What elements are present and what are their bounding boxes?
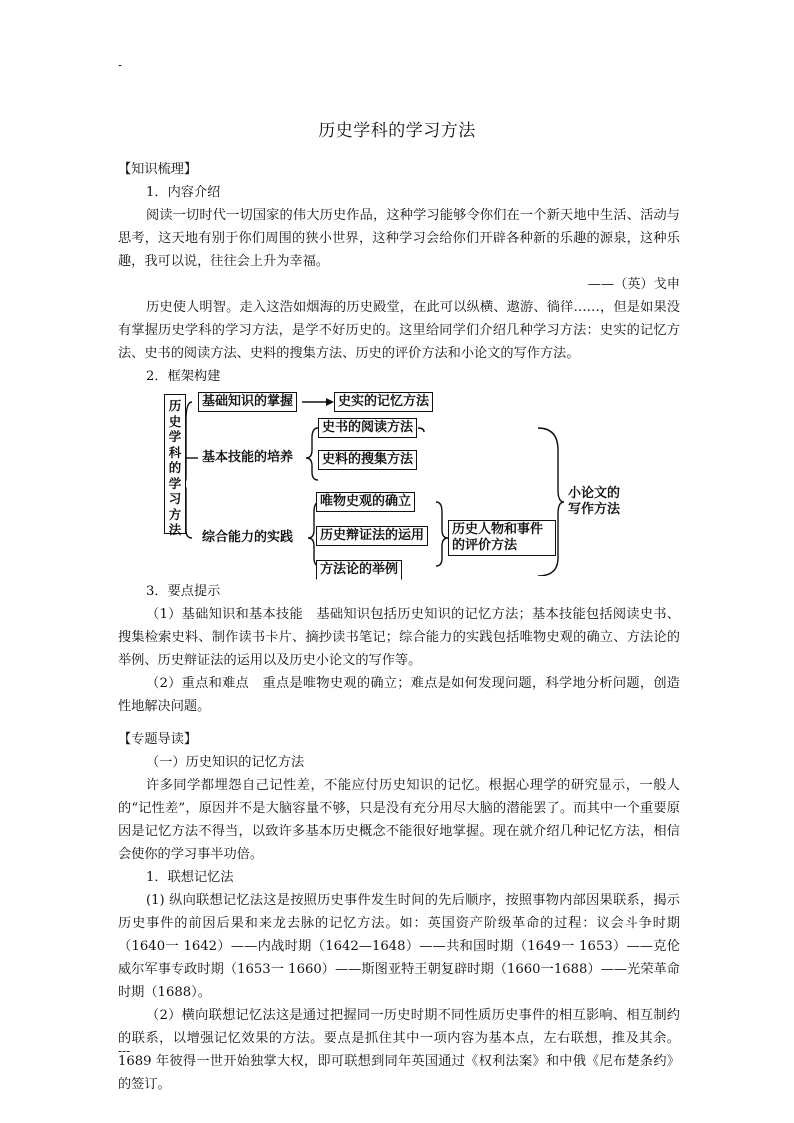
section-heading-guide: 【专题导读】 [118, 732, 198, 747]
section-heading-knowledge: 【知识梳理】 [118, 162, 198, 177]
subheading-intro: 1．内容介绍 [146, 185, 221, 200]
diagram-basic-knowledge: 基础知识的掌握 [198, 392, 297, 412]
subheading-memory-methods: （一）历史知识的记忆方法 [146, 755, 305, 770]
paragraph-horizontal-association: （2）横向联想记忆法这是通过把握同一历史时期不同性质历史事件的相互影响、相互制约的联系，以增强记忆效果的方法。要点是抓住其中一项内容为基本点，左右联想，推及其余。1689 年彼得一世开始独掌大权，即可联想到同年英国通过《权利法案》和中俄《尼布楚条约》的签订。 [118, 1008, 680, 1092]
paragraph-tips-1: （1）基础知识和基本技能 基础知识包括历史知识的记忆方法；基本技能包括阅读史书、搜集检索史料、制作读书卡片、摘抄读书笔记；综合能力的实践包括唯物史观的确立、方法论的举例、历史辩证法的运用以及历史小论文的写作等。 [118, 607, 680, 668]
paragraph-vertical-association: (1) 纵向联想记忆法这是按照历史事件发生时间的先后顺序，按照事物内部因果联系，揭示历史事件的前因后果和来龙去脉的记忆方法。如：英国资产阶级革命的过程：议会斗争时期（1640一 1642）——内战时期（1642—1648）——共和国时期（1649一 1653）——克伦威尔军事专政时期（1653一 1660）——斯图亚特王朝复辟时期（1660一1688）——光荣革命时期（1688）。 [118, 893, 680, 1000]
diagram-memory-method: 史实的记忆方法 [334, 392, 433, 412]
footer-mark: --- [118, 1044, 131, 1058]
paragraph-intro-methods: 历史使人明智。走入这浩如烟海的历史殿堂，在此可以纵横、遨游、徜徉……，但是如果没有掌握历史学科的学习方法，是学不好历史的。这里给同学们介绍几种学习方法：史实的记忆方法、史书的阅读方法、史料的搜集方法、历史的评价方法和小论文的写作方法。 [118, 300, 680, 361]
subheading-framework: 2．框架构建 [146, 369, 221, 384]
diagram-materialism: 唯物史观的确立 [316, 492, 415, 512]
subheading-tips: 3．要点提示 [146, 584, 221, 599]
diagram-root-box: 历史学科的学习方法 [164, 394, 186, 534]
diagram-collecting-method: 史料的搜集方法 [318, 450, 417, 470]
document-title: 历史学科的学习方法 [318, 121, 476, 141]
subheading-association: 1．联想记忆法 [146, 870, 234, 885]
document-body [118, 158, 680, 1096]
diagram-evaluation-method: 历史人物和事件的评价方法 [448, 520, 556, 556]
paragraph-tips-2: （2）重点和难点 重点是唯物史观的确立；难点是如何发现问题，科学地分析问题，创造性地解决问题。 [118, 676, 680, 714]
diagram-methodology: 方法论的举例 [316, 560, 402, 580]
paragraph-intro-quote: 阅读一切时代一切国家的伟大历史作品，这种学习能够令你们在一个新天地中生活、活动与思考，这天地有别于你们周围的狭小世界，这种学习会给你们开辟各种新的乐趣的源泉，这种乐趣，我可以说，往往会上升为幸福。 [118, 208, 680, 269]
diagram-basic-skills: 基本技能的培养 [198, 448, 297, 468]
quote-attribution: ——（英）戈申 [587, 277, 680, 292]
header-mark: - [118, 58, 123, 72]
paragraph-memory-intro: 许多同学都埋怨自己记性差，不能应付历史知识的记忆。根据心理学的研究显示，一般人的“记性差”，原因并不是大脑容量不够，只是没有充分用尽大脑的潜能罢了。而其中一个重要原因是记忆方法不得当，以致许多基本历史概念不能很好地掌握。现在就介绍几种记忆方法，相信会使你的学习事半功倍。 [118, 778, 680, 862]
diagram-essay-method: 小论文的写作方法 [564, 482, 632, 522]
diagram-comprehensive-practice: 综合能力的实践 [198, 528, 297, 548]
framework-diagram [118, 390, 680, 576]
diagram-dialectic: 历史辩证法的运用 [316, 526, 428, 546]
diagram-reading-method: 史书的阅读方法 [318, 418, 417, 438]
